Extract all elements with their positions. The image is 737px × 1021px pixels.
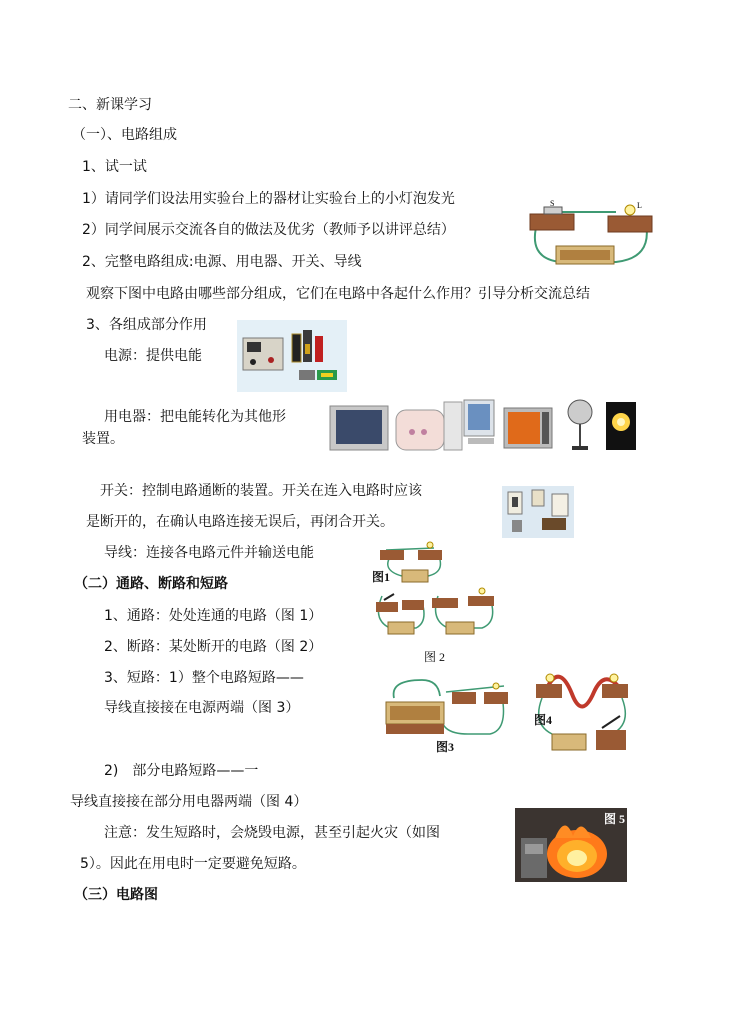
part2-heading: （二）通路、断路和短路 — [74, 576, 228, 592]
switch-label: S — [550, 199, 555, 208]
appliance-role-1: 用电器：把电能转化为其他形 — [104, 409, 286, 425]
appliance-role-2: 装置。 — [82, 431, 124, 447]
section-heading: 二、新课学习 — [68, 97, 152, 113]
lamp-label: L — [637, 201, 642, 210]
basic-circuit-illustration — [520, 198, 660, 270]
item-try-1: 1）请同学们设法用实验台上的器材让实验台上的小灯泡发光 — [82, 191, 455, 207]
open-circuit: 2、断路：某处断开的电路（图 2） — [104, 639, 323, 655]
short-circuit-2: 导线直接接在电源两端（图 3） — [104, 700, 300, 716]
switches-illustration — [502, 486, 574, 538]
partial-short-1: 2) 部分电路短路——一 — [104, 763, 259, 779]
item-try: 1、试一试 — [82, 159, 147, 175]
circuit-figure-3 — [382, 672, 514, 738]
item-composition: 2、完整电路组成:电源、用电器、开关、导线 — [82, 254, 362, 270]
observe-text: 观察下图中电路由哪些部分组成，它们在电路中各起什么作用？引导分析交流总结 — [86, 286, 590, 302]
part1-heading: （一）、电路组成 — [72, 127, 177, 143]
appliances-illustration — [328, 398, 640, 454]
closed-circuit: 1、通路：处处连通的电路（图 1） — [104, 608, 323, 624]
short-circuit-1: 3、短路：1）整个电路短路—— — [104, 670, 304, 686]
item-try-2: 2）同学间展示交流各自的做法及优劣（教师予以讲评总结） — [82, 222, 455, 238]
note-1: 注意：发生短路时，会烧毁电源，甚至引起火灾（如图 — [104, 825, 440, 841]
figure-4-label: 图4 — [534, 713, 553, 727]
figure-5-label: 图 5 — [603, 812, 625, 826]
item-roles: 3、各组成部分作用 — [86, 317, 207, 333]
short-circuit-fire-photo — [515, 808, 627, 882]
partial-short-2: 导线直接接在部分用电器两端（图 4） — [70, 794, 308, 810]
circuit-figures-1-2 — [372, 536, 502, 654]
switch-role-2: 是断开的，在确认电路连接无误后，再闭合开关。 — [86, 514, 394, 530]
switch-role-1: 开关：控制电路通断的装置。开关在连入电路时应该 — [100, 483, 422, 499]
power-sources-illustration — [237, 320, 347, 392]
figure-3-label: 图3 — [436, 740, 455, 754]
wire-role: 导线：连接各电路元件并输送电能 — [104, 545, 314, 561]
part3-heading: （三）电路图 — [74, 887, 158, 903]
note-2: 5）。因此在用电时一定要避免短路。 — [80, 856, 306, 872]
power-role: 电源：提供电能 — [104, 348, 202, 364]
figure-2-label: 图 2 — [424, 650, 446, 664]
figure-1-label: 图1 — [372, 570, 391, 584]
